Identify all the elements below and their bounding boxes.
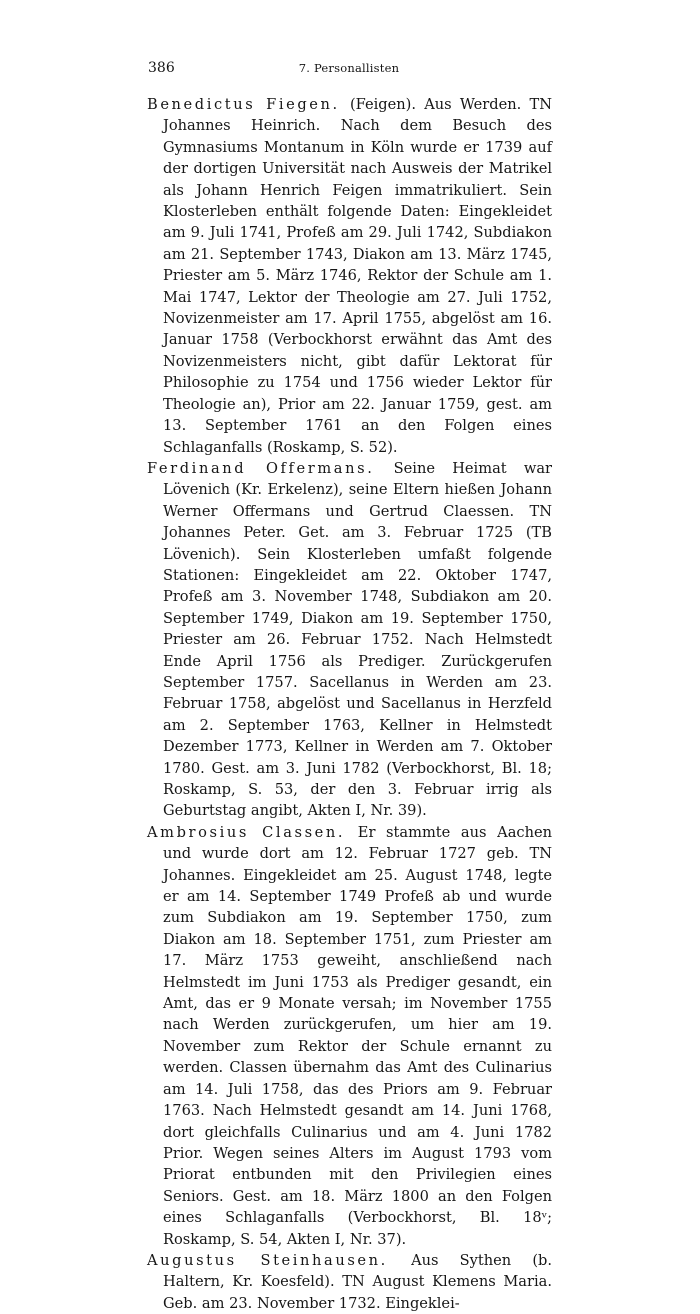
entry-name: Ambrosius Classen. <box>147 823 346 841</box>
entry-text: Aus Sythen (b. Haltern, Kr. Koesfeld). TN August Klemens Maria. Geb. am 23. November 1732. Eingeklei- <box>163 1251 553 1312</box>
running-head: 7. Personallisten <box>298 61 400 75</box>
entry-text: Seine Heimat war Lövenich (Kr. Erkelenz), seine Eltern hießen Johann Werner Offermans und Gertrud Claessen. TN Johannes Peter. Get. am 3. Februar 1725 (TB Lövenich). Sein Klosterleben umfaßt folgende Stationen: Eingekleidet am 22. Oktober 1747, Profeß am 3. November 1748, Subdiakon am 20. September 1749, Diakon am 19. September 1750, Priester am 26. Februar 1752. Nach Helmstedt Ende April 1756 als Prediger. Zurückgerufen September 1757. Sacellanus in Werden am 23. Februar 1758, abgelöst und Sacellanus in Herzfeld am 2. September 1763, Kellner in Helmstedt Dezember 1773, Kellner in Werden am 7. Oktober 1780. Gest. am 3. Juni 1782 (Verbockhorst, Bl. 18; Roskamp, S. 53, der den 3. Februar irrig als Geburtstag angibt, Akten I, Nr. 39). <box>163 459 552 820</box>
entry-name: Benedictus Fiegen. <box>147 96 340 113</box>
entry-name: Augustus Steinhausen. <box>147 1251 388 1269</box>
entry-ferdinand-offermans <box>147 458 552 822</box>
entry-text: Er stammte aus Aachen und wurde dort am 12. Februar 1727 geb. TN Johannes. Eingekleidet am 25. August 1748, legte er am 14. September 1749 Profeß ab und wurde zum Subdiakon am 19. September 1750, zum Diakon am 18. September 1751, zum Priester am 17. März 1753 geweiht, anschließend nach Helmstedt im Juni 1753 als Prediger gesandt, ein Amt, das er 9 Monate versah; im November 1755 nach Werden zurückgerufen, um hier am 19. November zum Rektor der Schule ernannt zu werden. Classen übernahm das Amt des Culinarius am 14. Juli 1758, das des Priors am 9. Februar 1763. Nach Helmstedt gesandt am 14. Juni 1768, dort gleichfalls Culinarius und am 4. Juni 1782 Prior. Wegen seines Alters im August 1793 vom Priorat entbunden mit den Privilegien eines Seniors. Gest. am 18. März 1800 an den Folgen eines Schlaganfalls (Verbockhorst, Bl. 18ᵛ; Roskamp, S. 54, Akten I, Nr. 37). <box>163 823 553 1248</box>
entry-augustus-steinhausen <box>147 1250 552 1314</box>
page-number: 386 <box>148 60 175 76</box>
entry-name: Ferdinand Offermans. <box>147 459 375 477</box>
entry-benedictus-fiegen <box>147 94 552 458</box>
page-header <box>148 60 550 80</box>
entry-text: (Feigen). Aus Werden. TN Johannes Heinrich. Nach dem Besuch des Gymnasiums Montanum in Köln wurde er 1739 auf der dortigen Universität nach Ausweis der Matrikel als Johann Henrich Feigen immatrikuliert. Sein Klosterleben enthält folgende Daten: Eingekleidet am 9. Juli 1741, Profeß am 29. Juli 1742, Subdiakon am 21. September 1743, Diakon am 13. März 1745, Priester am 5. März 1746, Rektor der Schule am 1. Mai 1747, Lektor der Theologie am 27. Juli 1752, Novizenmeister am 17. April 1755, abgelöst am 16. Januar 1758 (Verbockhorst erwähnt das Amt des Novizenmeisters nicht, gibt dafür Lektorat für Philosophie zu 1754 und 1756 wieder Lektor für Theologie an), Prior am 22. Januar 1759, gest. am 13. September 1761 an den Folgen eines Schlaganfalls (Roskamp, S. 52). <box>163 96 552 456</box>
personnel-list <box>147 94 552 1314</box>
